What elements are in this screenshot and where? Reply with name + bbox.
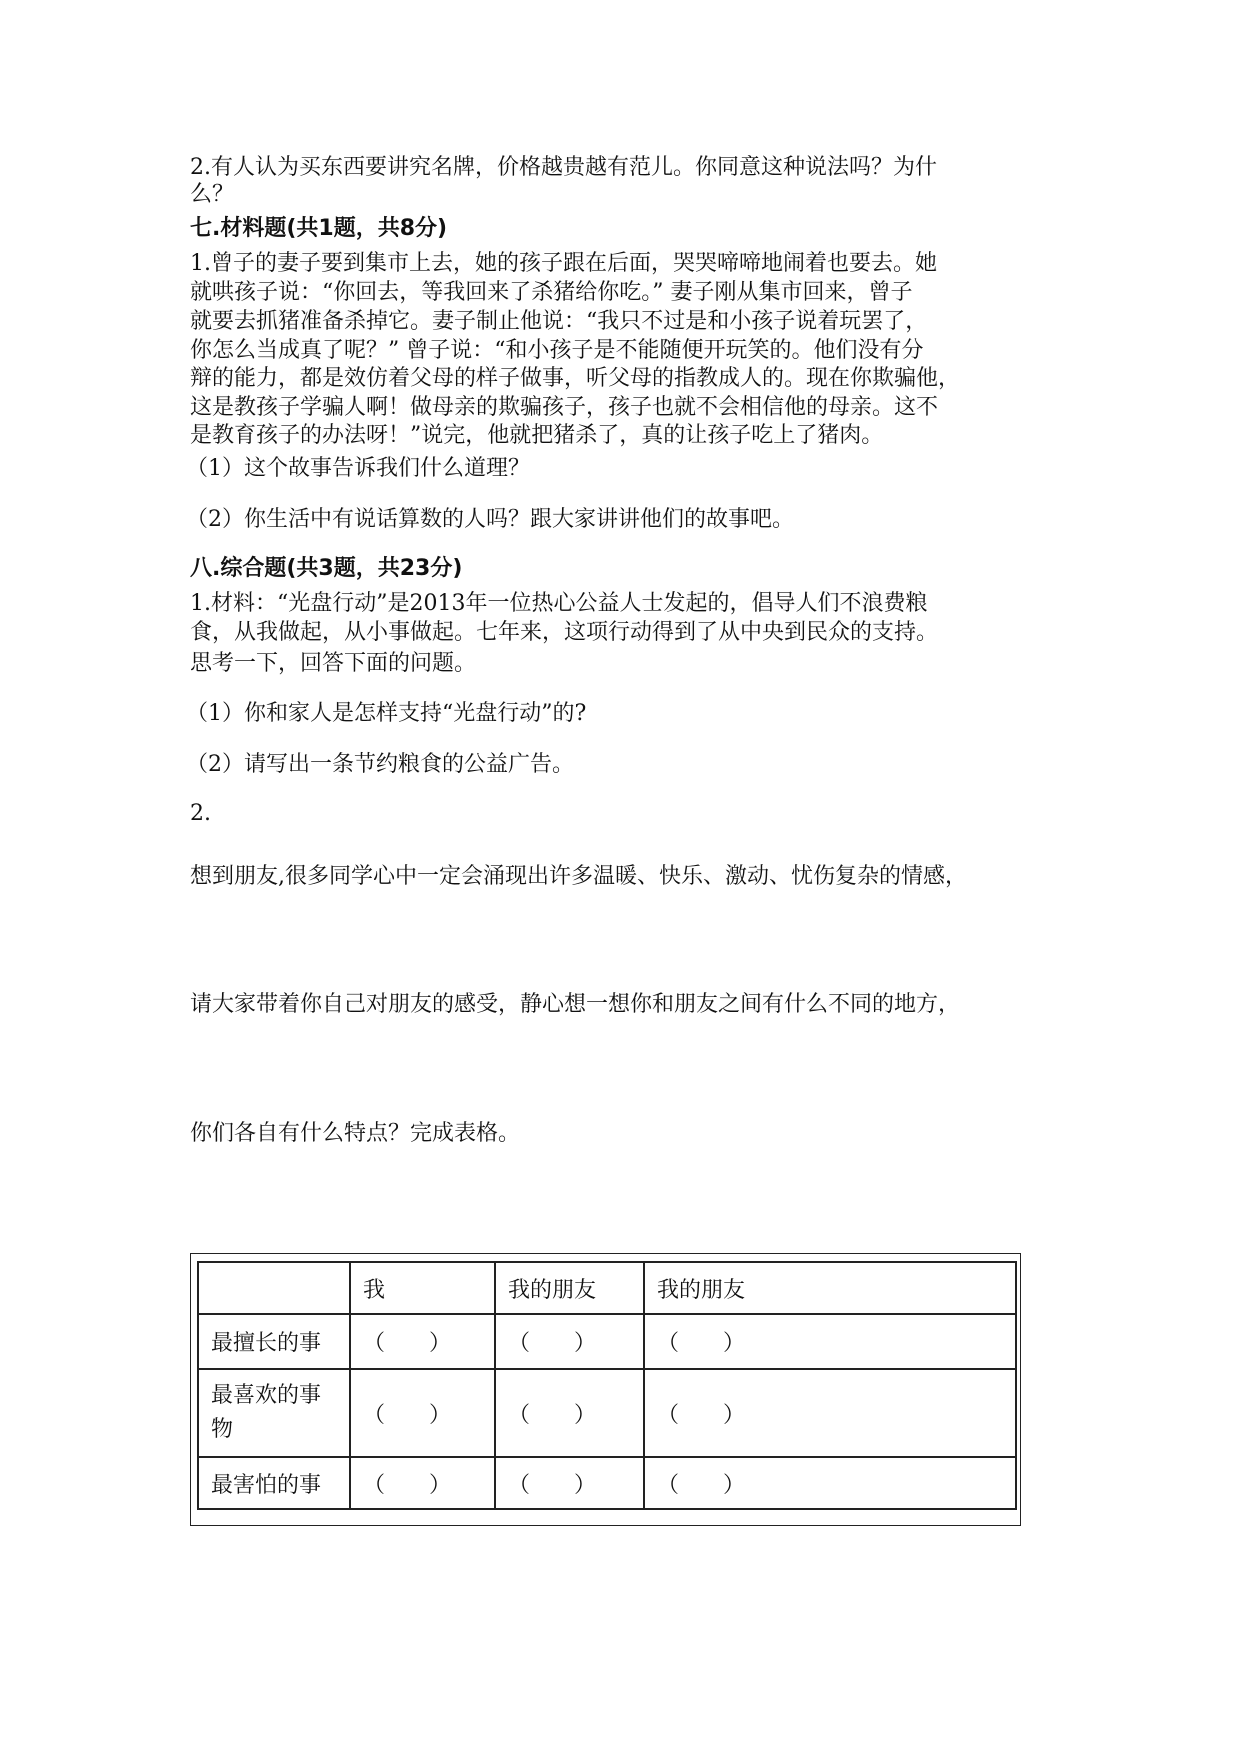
row-label: 最害怕的事: [198, 1457, 350, 1509]
q7-text-line: 是教育孩子的办法呀！”说完，他就把猪杀了，真的让孩子吃上了猪肉。: [190, 423, 884, 448]
q7-text-line: 你怎么当成真了呢？” 曾子说：“和小孩子是不能随便开玩笑的。他们没有分: [190, 338, 924, 363]
q8-item2-paragraph-3: 你们各自有什么特点？完成表格。: [190, 1121, 521, 1146]
row-label: 最喜欢的事物: [198, 1369, 350, 1457]
q7-text-line: 这是教孩子学骗人啊！做母亲的欺骗孩子，孩子也就不会相信他的母亲。这不: [190, 395, 939, 420]
answer-blank[interactable]: （ ）: [495, 1369, 644, 1457]
q8-item2-paragraph-1: 想到朋友,很多同学心中一定会涌现出许多温暖、快乐、激动、忧伤复杂的情感，: [190, 864, 967, 889]
q8-item1-subquestion-1: （1）你和家人是怎样支持“光盘行动”的?: [186, 701, 587, 726]
answer-blank[interactable]: （ ）: [644, 1369, 1016, 1457]
table-row: [198, 1369, 1016, 1457]
table-header-row: [198, 1262, 1016, 1314]
q8-item1-subquestion-2: （2）请写出一条节约粮食的公益广告。: [186, 752, 574, 777]
q8-item2-paragraph-2: 请大家带着你自己对朋友的感受，静心想一想你和朋友之间有什么不同的地方，: [190, 992, 961, 1017]
q6-item2-line1: 2.有人认为买东西要讲究名牌，价格越贵越有范儿。你同意这种说法吗？为什: [190, 155, 937, 180]
table-row: [198, 1314, 1016, 1369]
answer-blank[interactable]: （ ）: [350, 1457, 495, 1509]
table-header-cell: 我: [350, 1262, 495, 1314]
q7-text-line: 就要去抓猪准备杀掉它。妻子制止他说：“我只不过是和小孩子说着玩罢了，: [190, 309, 928, 334]
q7-subquestion-1: （1）这个故事告诉我们什么道理？: [186, 456, 530, 481]
table-header-cell: 我的朋友: [644, 1262, 1016, 1314]
answer-blank[interactable]: （ ）: [350, 1314, 495, 1369]
row-label: 最擅长的事: [198, 1314, 350, 1369]
answer-blank[interactable]: （ ）: [350, 1369, 495, 1457]
friends-comparison-table-frame: [190, 1253, 1021, 1526]
section-heading-comprehensive: 八.综合题(共3题，共23分): [190, 556, 463, 581]
table-row: [198, 1457, 1016, 1509]
friends-comparison-table: [197, 1261, 1017, 1510]
table-header-cell: [198, 1262, 350, 1314]
answer-blank[interactable]: （ ）: [495, 1457, 644, 1509]
q6-item2-line2: 么？: [190, 182, 235, 207]
q8-item1-line: 食，从我做起，从小事做起。七年来，这项行动得到了从中央到民众的支持。: [190, 620, 939, 645]
answer-blank[interactable]: （ ）: [644, 1314, 1016, 1369]
table-header-cell: 我的朋友: [495, 1262, 644, 1314]
q7-text-line: 就哄孩子说：“你回去，等我回来了杀猪给你吃。” 妻子刚从集市回来，曾子: [190, 280, 913, 305]
answer-blank[interactable]: （ ）: [644, 1457, 1016, 1509]
q7-text-line: 辩的能力，都是效仿着父母的样子做事，听父母的指教成人的。现在你欺骗他，: [190, 366, 961, 391]
q7-subquestion-2: （2）你生活中有说话算数的人吗？跟大家讲讲他们的故事吧。: [186, 507, 794, 532]
q8-item1-line: 1.材料：“光盘行动”是2013年一位热心公益人士发起的，倡导人们不浪费粮: [190, 591, 928, 616]
q8-item2-number: 2.: [190, 801, 211, 826]
answer-blank[interactable]: （ ）: [495, 1314, 644, 1369]
q8-item1-line: 思考一下，回答下面的问题。: [190, 651, 477, 676]
q7-text-line: 1.曾子的妻子要到集市上去，她的孩子跟在后面，哭哭啼啼地闹着也要去。她: [190, 251, 937, 276]
section-heading-material: 七.材料题(共1题，共8分): [190, 216, 448, 241]
